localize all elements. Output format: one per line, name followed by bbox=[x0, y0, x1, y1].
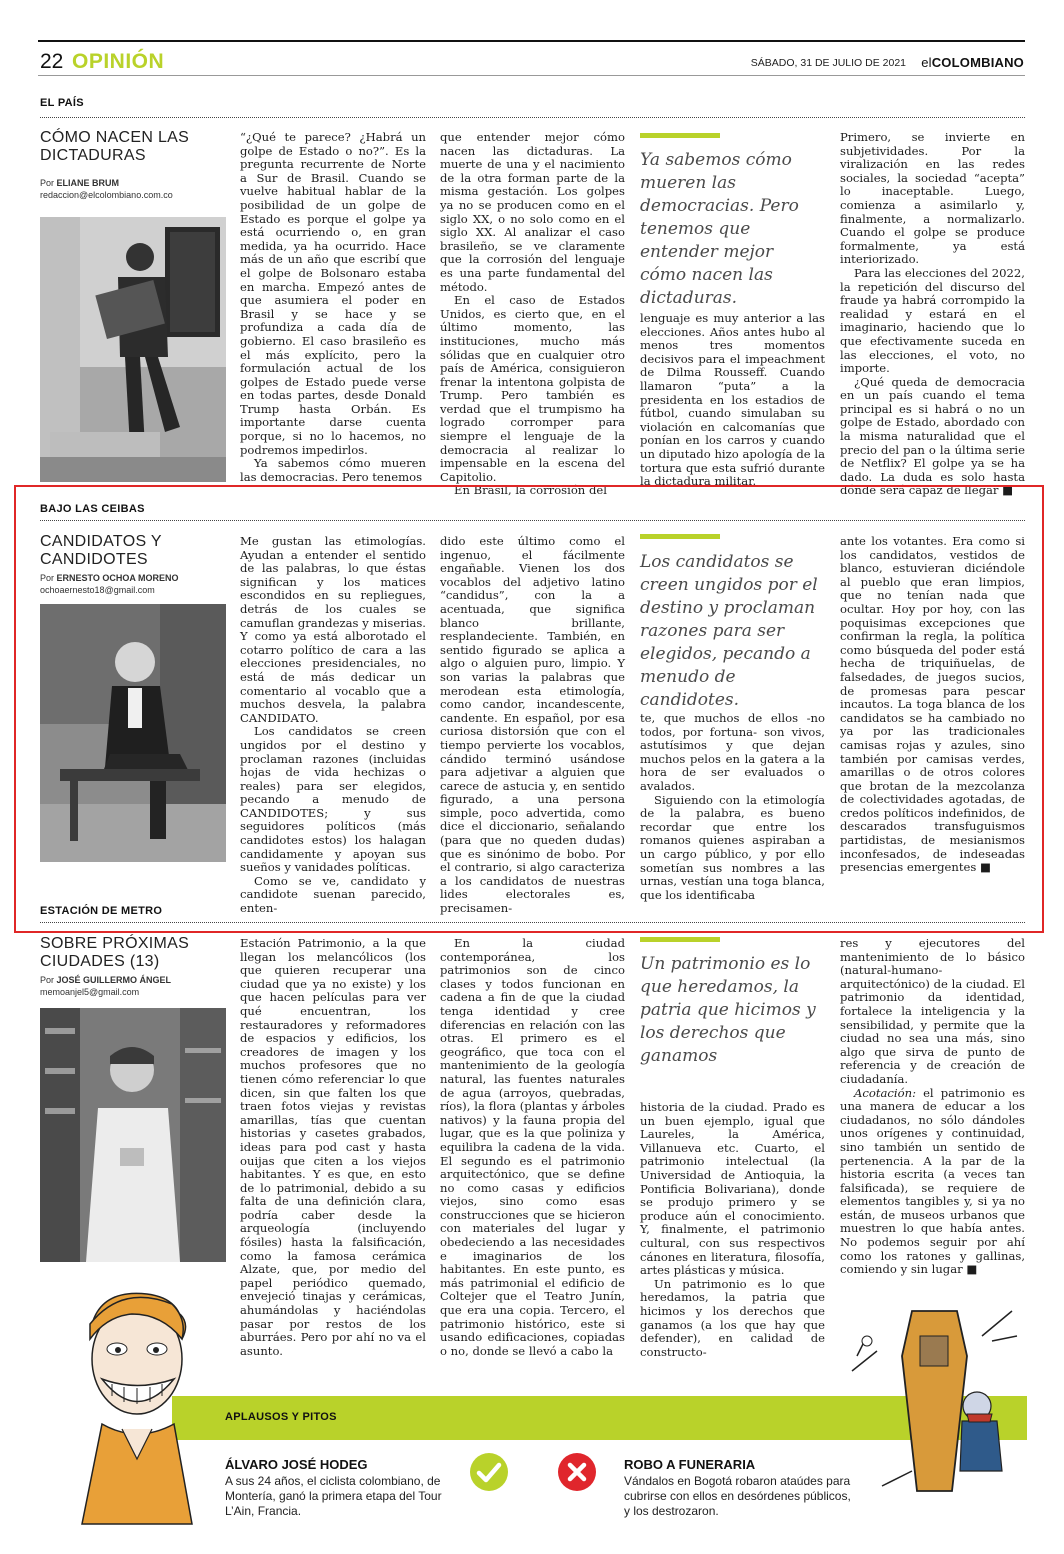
pito-text: Vándalos en Bogotá robaron ataúdes para cubrirse con ellos en desórdenes públicos, y los destrozaron. bbox=[624, 1474, 851, 1518]
section-divider bbox=[40, 117, 1025, 118]
paragraph: te, que muchos de ellos -no todos, por fortuna- son vivos, astutísimos y que dejan muchos pelos en la gatera a la hora de ser evaluados o avalados. bbox=[640, 711, 825, 793]
top-rule bbox=[38, 40, 1025, 42]
author-portrait-icon bbox=[40, 1008, 226, 1262]
column-photo bbox=[40, 1008, 226, 1262]
header-bottom-rule bbox=[38, 75, 1025, 76]
author-name: ERNESTO OCHOA MORENO bbox=[56, 573, 179, 583]
paragraph: En Brasil, la corrosión del bbox=[454, 483, 607, 498]
annotation-lead: Acotación: bbox=[854, 1085, 916, 1100]
pito-name: ROBO A FUNERARIA bbox=[624, 1457, 756, 1472]
byline bbox=[40, 573, 240, 583]
paragraph: Para las elecciones del 2022, la repetición del discurso del fraude ya habrá corrompido la realidad y estará en el imaginario, haciendo que lo que efectivamente suceda en las elecciones, el voto, no importe. bbox=[840, 265, 1025, 376]
pull-quote: Un patrimonio es lo que heredamos, la patria que hicimos y los derechos que ganamos bbox=[640, 954, 816, 1066]
pull-quote-bar bbox=[640, 133, 720, 138]
paragraph: lenguaje es muy anterior a las elecciones. Años antes hubo al menos tres momentos decisivos para el impeachment de Dilma Rousseff. Cuando llamaron “puta” a la presidenta en los estadios de fútbol, cuando simulaban su violación en calcomanías que ponían en los carros y cuando un diputado hizo apología de la tortura que esta sufrió durante la dictadura militar. bbox=[640, 311, 825, 489]
article-column-1 bbox=[240, 131, 426, 483]
column-title: SOBRE PRÓXIMAS CIUDADES (13) bbox=[40, 935, 190, 970]
check-icon bbox=[469, 1452, 509, 1492]
author-email: memoanjel5@gmail.com bbox=[40, 987, 140, 997]
article-column-3 bbox=[640, 1101, 825, 1381]
section-divider bbox=[40, 922, 1025, 923]
paragraph: Los candidatos se creen ungidos por el destino y proclaman razones (incluidas hojas de vida hechizas o reales) para ser elegidos, pecando a menudo de CANDIDOTES; y sus seguidores políticos (más candidotes estos) los halagan candidamente y apoyan sus sueños y vanidades políticas. bbox=[240, 724, 426, 875]
paragraph: dido este último como el ingenuo, el fácilmente engañable. Vienen los dos vocablos del adjetivo latino “candidus”, con la a acentuada, que significa blanco brillante, resplandeciente. También, en sentido figurado se aplica a algo o alguien puro, limpio. Y son varias la palabras que merodean esta etimología, como candor, incandescente, candente. En español, por esa curiosa distorsión que con el tiempo pervierte los vocablos, cándido terminó usándose para adjetivar a alguien que carece de astucia y, en sentido figurado, a una persona simple, poco advertida, como dice el diccionario, señalando (para que no queden dudas) que es sinónimo de bobo. Por el contrario, si algo caracteriza a los candidatos de nuestras lides electorales es, precisamen- bbox=[440, 534, 625, 916]
byline-prefix: Por bbox=[40, 975, 55, 985]
article-column-4 bbox=[840, 535, 1025, 895]
paragraph: Como se ve, candidato y candidote suenan parecido, enten- bbox=[240, 873, 426, 916]
newspaper-logo bbox=[921, 55, 1024, 70]
paragraph: Estación Patrimonio, a la que llegan los melancólicos (los que quieren recuperar una ciudad que ya no existe) y los que hacen películas para ver qué encuentran, los restauradores y reformadores de espacios y edificios, los creadores de imagen y los muchos profesores que no tienen cómo referenciar lo que dicen, sin que falten los que traen fotos viejas y revistas amarillas, tías que cuentan historias y casetes grabados, ideas para pod cast y hasta ouijas que citen a los viejos habitantes. Y es que, en esto de lo patrimonial, debido a su falta de una definición clara, podría caber desde la arqueología (incluyendo fósiles) hasta la falsificación, como la famosa cerámica Alzate, que, por medio del papel periódico quemado, envejeció tinajas y cerámicas, ahumándolas y haciéndolas pasar por restos de los aburráes. Pero por ahí no va el asunto. bbox=[240, 936, 426, 1358]
aplauso-text: A sus 24 años, el ciclista colombiano, de Montería, ganó la primera etapa del Tour L’Ain, Francia. bbox=[225, 1474, 442, 1518]
paragraph: Ya sabemos cómo mueren las democracias. Pero tenemos bbox=[240, 456, 426, 484]
statue-photo-icon bbox=[40, 217, 226, 482]
column-title: CANDIDATOS Y CANDIDOTES bbox=[40, 533, 162, 568]
paragraph: Siguiendo con la etimología de la palabra, es bueno recordar que entre los romanos quienes aspiraban a un cargo público, y por ello sometían sus nombres a las urnas, vestían una toga blanca, que los identificaba bbox=[640, 792, 825, 902]
article-column-4 bbox=[840, 130, 1025, 498]
paragraph: res y ejecutores del mantenimiento de lo básico (natural-humano-arquitectónico) de la ciudad. El patrimonio da identidad, fortalece la inteligencia y la sensibilidad, y permite que la ciudad no sea una más, sino algo que sirva de punto de referencia y de creación de ciudadanía. bbox=[840, 936, 1025, 1086]
section-name: OPINIÓN bbox=[72, 50, 165, 73]
pull-quote-bar bbox=[640, 534, 720, 539]
paragraph: ante los votantes. Era como si los candidatos, vestidos de blanco, estuvieran diciéndole al pueblo que eran limpios, que no tenían nada que ocultar. Hoy por hoy, con las poquisimas excepciones que confirman la regla, la política como búsqueda del poder está hecha de triquiñuelas, de falsedades, de juegos sucios, de promesas para pescar incautos. La toga blanca de los candidatos se ha cambiado no ya por las tradicionales camisas rojas y azules, sino también por camisas verdes, amarillas o de otros colores que brotan de la mezcolanza de colectividades agotadas, de credos políticos indefinidos, de descarados transfuguismos partidistas, de mesianismos inconfesados, de indeseadas presencias emergentes ■ bbox=[840, 534, 1025, 875]
page-number: 22 bbox=[40, 50, 64, 73]
logo-prefix: el bbox=[921, 55, 932, 70]
paragraph: “¿Qué te parece? ¿Habrá un golpe de Estado o no?”. Es la pregunta recurrente de Norte a Sur de Brasil. Cuando se vuelve habitual hablar de la posibilidad de un golpe de Estado es porque el golpe ya está ocurriendo o, en gran medida, ya ha ocurrido. Hace más de un año que escribí que el golpe de Bolsonaro estaba en marcha. Empezó antes de que asumiera el poder en Brasil y se hace y se profundiza a cada día de gobierno. El caso brasileño es el más explícito, pero la formulación actual de los golpes de Estado puede verse en todas partes, desde Donald Trump hasta Orbán. Es importante darse cuenta porque, si no lo hacemos, no podremos impedirlos. bbox=[240, 130, 426, 457]
pull-quote-bar bbox=[640, 937, 720, 942]
section-divider bbox=[40, 520, 1025, 521]
section-label-bajo-las-ceibas: BAJO LAS CEIBAS bbox=[40, 503, 145, 515]
byline bbox=[40, 178, 240, 188]
article-column-2 bbox=[440, 130, 625, 498]
section-label-estacion-de-metro: ESTACIÓN DE METRO bbox=[40, 905, 163, 917]
pull-quote: Ya sabemos cómo mueren las democracias. Pero tenemos que entender mejor cómo nacen las dictaduras. bbox=[640, 150, 799, 308]
x-icon bbox=[557, 1452, 597, 1492]
article-column-3 bbox=[640, 711, 825, 902]
paragraph: historia de la ciudad. Prado es un buen ejemplo, igual que Laureles, la América, Villanueva etc. Cuarto, el patrimonio intelectual (la Universidad de Antioquia, la Pontificia Bolivariana), donde se produjo primero y se produce aún el conocimiento. Y, finalmente, el patrimonio cultural, con sus respectivos cánones en literatura, filosofía, artes plásticas y música. bbox=[640, 1100, 825, 1278]
article-column-2 bbox=[440, 534, 625, 916]
logo-name: COLOMBIANO bbox=[931, 55, 1024, 70]
article-column-2 bbox=[440, 937, 625, 1381]
article-column-1 bbox=[240, 534, 426, 916]
caricature-cyclist bbox=[62, 1284, 212, 1524]
caricature-coffin-thief bbox=[842, 1296, 1032, 1496]
author-name: ELIANE BRUM bbox=[56, 178, 120, 188]
caricature-face-icon bbox=[62, 1284, 212, 1524]
article-column-3 bbox=[640, 311, 825, 489]
paragraph: En la ciudad contemporánea, los patrimonios son de cinco clases y todos funcionan en cadena a fin de que la ciudad tenga identidad y cree diferencias en relación con las otras. El primero es el geográfico, que toca con el mantenimiento de la geología natural, las fuentes naturales de agua (arroyos, quebradas, ríos), la flora (plantas y árboles nativos) y la fauna propia del lugar, que es la que poliniza y equilibra la cadena de la vida. El segundo es el patrimonio arquitectónico, que se define no como casas y edificios viejos, sino como esas construcciones que se hicieron con materiales del lugar y obedeciendo a las necesidades e imaginarios de los habitantes. En este punto, es más patrimonial el edificio de Coltejer que el Teatro Junín, que era una copia. Tercero, el patrimonio histórico, este si usando edificaciones, copiadas o no, donde se llevó a cabo la bbox=[440, 936, 625, 1358]
byline bbox=[40, 975, 240, 985]
author-name: JOSÉ GUILLERMO ÁNGEL bbox=[56, 975, 172, 985]
column-title: CÓMO NACEN LAS DICTADURAS bbox=[40, 129, 190, 164]
column-photo bbox=[40, 604, 226, 862]
section-label-el-pais: EL PAÍS bbox=[40, 97, 84, 109]
aplauso-name: ÁLVARO JOSÉ HODEG bbox=[225, 1457, 368, 1472]
article-column-1 bbox=[240, 937, 426, 1381]
paragraph: En el caso de Estados Unidos, es cierto que, en el último momento, las instituciones, mucho más sólidas que en cualquier otro país de América, consiguieron frenar la intentona golpista de Trump. Pero también es verdad que el trumpismo ha logrado corromper para siempre el lenguaje de la democracia al realizar lo impensable en la escena del Capitolio. bbox=[440, 293, 625, 484]
author-email: ochoaernesto18@gmail.com bbox=[40, 585, 155, 595]
paragraph bbox=[840, 1087, 1025, 1277]
pull-quote: Los candidatos se creen ungidos por el destino y proclaman razones para ser elegidos, pecando a menudo de candidotes. bbox=[640, 552, 818, 710]
author-portrait-icon bbox=[40, 604, 226, 862]
paragraph: ¿Qué queda de democracia en un país cuando el tema principal es si habrá o no un golpe de Estado, abordado con la misma naturalidad que el precio del pan o la última serie de Netflix? El golpe ya se ha dado. La duda es solo hasta dónde será capaz de llegar ■ bbox=[840, 374, 1025, 498]
coffin-icon bbox=[842, 1296, 1032, 1496]
byline-prefix: Por bbox=[40, 573, 55, 583]
column-photo bbox=[40, 217, 226, 482]
article-column-4 bbox=[840, 937, 1025, 1297]
author-email: redaccion@elcolombiano.com.co bbox=[40, 190, 173, 200]
paragraph: que entender mejor cómo nacen las dictaduras. La muerte de una y el nacimiento de la otra forman parte de la misma gestación. Los golpes ya no se producen como en el siglo XX, o no solo como en el siglo XX. Al analizar el caso brasileño, se ve claramente que la corrosión del lenguaje es una parte fundamental del método. bbox=[440, 130, 625, 294]
annotation-text: el patrimonio es una manera de educar a los ciudadanos, no sólo dándoles unos orígenes y continuidad, sino también un sentido de pertenencia. A la par de la historia escrita (a veces tan falsificada), se requiere de elementos tangibles y, si ya no están, de museos urbanos que muestren lo que había antes. No podemos seguir por ahí como los ratones y gallinas, comiendo y sin lugar ■ bbox=[840, 1085, 1025, 1277]
issue-date: SÁBADO, 31 DE JULIO DE 2021 bbox=[750, 57, 906, 69]
paragraph: Un patrimonio es lo que heredamos, la patria que hicimos y los derechos que ganamos (a los que hay que defender), en calidad de constructo- bbox=[640, 1276, 825, 1359]
paragraph: Primero, se invierte en subjetividades. Por la viralización en las redes sociales, la sociedad “acepta” lo inaceptable. Luego, comienza a asimilarlo y, finalmente, a normalizarlo. Cuando el golpe se produce formalmente, ya está interiorizado. bbox=[840, 130, 1025, 267]
byline-prefix: Por bbox=[40, 178, 55, 188]
aplausos-pitos-label: APLAUSOS Y PITOS bbox=[225, 1411, 337, 1423]
paragraph: Me gustan las etimologías. Ayudan a entender el sentido de las palabras, lo que éstas significan y los matices escondidos en su repliegues, detrás de los cuales se camuflan grandezas y miserias. Y como ya está alborotado el cotarro político de cara a las elecciones presidenciales, no está de más dedicar un comentario al vocablo que a muchos desvela, la palabra CANDIDATO. bbox=[240, 534, 426, 725]
